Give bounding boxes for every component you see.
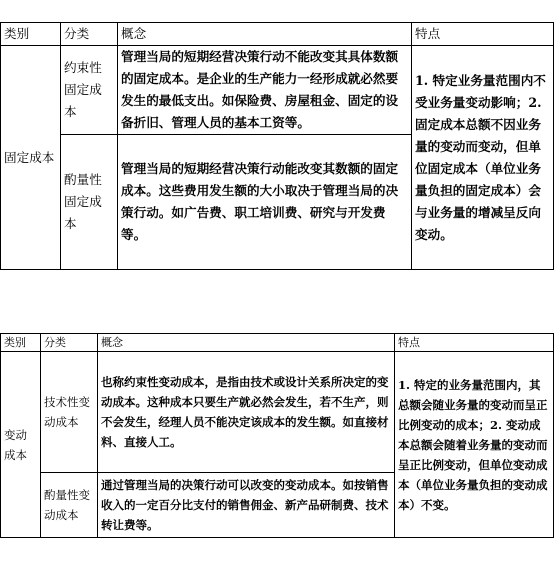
table-row — [1, 46, 554, 135]
type-cell: 酌量性变动成本 — [41, 473, 98, 538]
variable-cost-table — [0, 333, 554, 538]
concept-cell: 也称约束性变动成本，是指由技术或设计关系所决定的变动成本。这种成本只要生产就必然会发生，若不生产，则不会发生，经理人员不能决定该成本的发生额。如直接材料、直接人工。 — [98, 352, 395, 473]
concept-cell: 通过管理当局的决策行动可以改变的变动成本。如按销售收入的一定百分比支付的销售佣金、新产品研制费、技术转让费等。 — [98, 473, 395, 538]
table-header-row — [1, 334, 554, 352]
type-cell: 技术性变动成本 — [41, 352, 98, 473]
header-category: 类别 — [1, 334, 41, 352]
category-cell: 变动成本 — [1, 352, 41, 538]
type-cell: 酌量性固定成本 — [61, 135, 118, 270]
header-type: 分类 — [41, 334, 98, 352]
table-header-row — [1, 23, 554, 46]
header-features: 特点 — [395, 334, 554, 352]
header-concept: 概念 — [98, 334, 395, 352]
concept-cell: 管理当局的短期经营决策行动能改变其数额的固定成本。这些费用发生额的大小取决于管理当局的决策行动。如广告费、职工培训费、研究与开发费等。 — [118, 135, 412, 270]
header-concept: 概念 — [118, 23, 412, 46]
type-cell: 约束性固定成本 — [61, 46, 118, 135]
header-features: 特点 — [412, 23, 554, 46]
header-type: 分类 — [61, 23, 118, 46]
header-category: 类别 — [1, 23, 61, 46]
features-cell: 1. 特定业务量范围内不受业务量变动影响；2. 固定成本总额不因业务量的变动而变动，但单位固定成本（单位业务量负担的固定成本）会与业务量的增减呈反向变动。 — [412, 46, 554, 270]
fixed-cost-table — [0, 22, 554, 270]
concept-cell: 管理当局的短期经营决策行动不能改变其具体数额的固定成本。是企业的生产能力一经形成就必然要发生的最低支出。如保险费、房屋租金、固定的设备折旧、管理人员的基本工资等。 — [118, 46, 412, 135]
table-row — [1, 352, 554, 473]
features-cell: 1. 特定的业务量范围内，其总额会随业务量的变动而呈正比例变动的成本；2. 变动成本总额会随着业务量的变动而呈正比例变动，但单位变动成本（单位业务量负担的变动成本）不变。 — [395, 352, 554, 538]
category-cell: 固定成本 — [1, 46, 61, 270]
